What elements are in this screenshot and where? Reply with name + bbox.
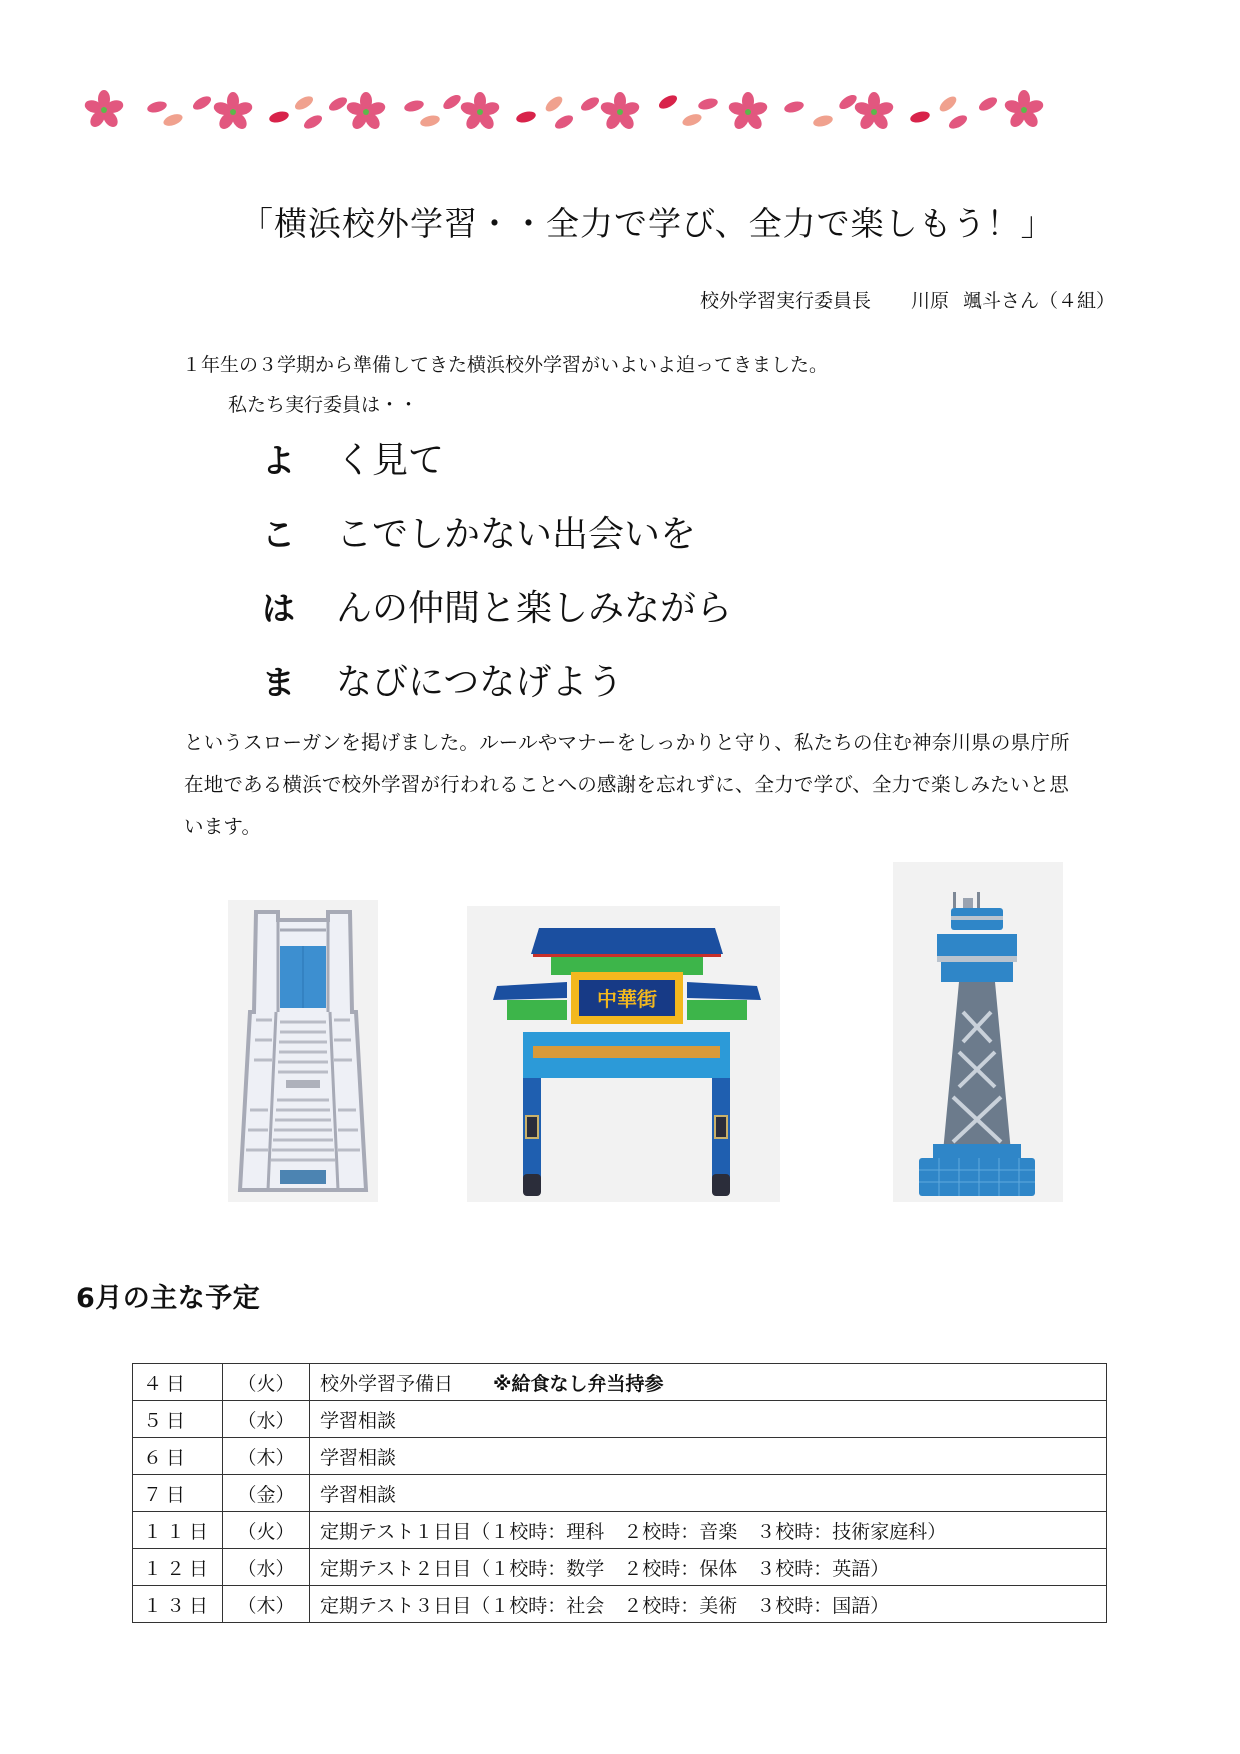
slogan-initial: ま (262, 663, 295, 702)
date-cell: ７日 (133, 1475, 223, 1512)
marine-tower-icon (893, 862, 1063, 1202)
landmark-tower-illustration (228, 900, 378, 1202)
table-row (133, 1512, 1107, 1549)
author-class: （４組） (1039, 290, 1116, 312)
weekday-cell: （木） (223, 1586, 310, 1623)
event-cell: 定期テスト３日目（１校時：社会 ２校時：美術 ３校時：国語） (310, 1586, 1107, 1623)
byline (700, 286, 1115, 313)
author-given-name: 颯斗さん (963, 290, 1040, 312)
paragraph-line-3: います。 (184, 815, 262, 838)
event-cell: 定期テスト２日目（１校時：数学 ２校時：保体 ３校時：英語） (310, 1549, 1107, 1586)
paragraph-line-2: 在地である横浜で校外学習が行われることへの感謝を忘れずに、全力で学び、全力で楽しみたいと思 (184, 773, 1069, 796)
table-row (133, 1364, 1107, 1401)
slogan-initial: は (262, 589, 295, 628)
marine-tower-illustration (893, 862, 1063, 1202)
document-title: 「横浜校外学習・・全力で学び、全力で楽しもう！」 (240, 204, 1055, 243)
date-cell: １２日 (133, 1549, 223, 1586)
slogan-line-ma (262, 654, 623, 705)
intro-line-1: １年生の３学期から準備してきた横浜校外学習がいよいよ迫ってきました。 (182, 354, 829, 376)
table-row (133, 1475, 1107, 1512)
date-cell: ４日 (133, 1364, 223, 1401)
weekday-cell: （火） (223, 1512, 310, 1549)
slogan-line-ko (262, 506, 696, 557)
paragraph-line-1: というスローガンを掲げました。ルールやマナーをしっかりと守り、私たちの住む神奈川県の県庁所 (184, 731, 1070, 754)
slogan-initial: こ (262, 515, 295, 554)
weekday-cell: （水） (223, 1549, 310, 1586)
event-cell: 定期テスト１日目（１校時：理科 ２校時：音楽 ３校時：技術家庭科） (310, 1512, 1107, 1549)
sakura-flower-icon (83, 90, 125, 130)
date-cell: １１日 (133, 1512, 223, 1549)
chinatown-gate-icon (467, 906, 780, 1202)
landmark-tower-icon (228, 900, 378, 1202)
slogan-text: んの仲間と楽しみながら (336, 588, 733, 629)
event-text: 校外学習予備日 (320, 1372, 454, 1395)
date-cell: １３日 (133, 1586, 223, 1623)
event-cell: 学習相談 (310, 1401, 1107, 1438)
schedule-table (132, 1363, 1107, 1623)
date-cell: ６日 (133, 1438, 223, 1475)
table-row (133, 1586, 1107, 1623)
event-cell: 学習相談 (310, 1438, 1107, 1475)
chinatown-gate-illustration (467, 906, 780, 1202)
event-note: ※給食なし弁当持参 (493, 1372, 664, 1395)
table-row (133, 1438, 1107, 1475)
intro-line-2: 私たち実行委員は・・ (228, 394, 419, 416)
slogan-text: なびにつなげよう (336, 662, 624, 703)
sakura-border-decoration (80, 84, 1170, 134)
event-cell: 学習相談 (310, 1475, 1107, 1512)
date-cell: ５日 (133, 1401, 223, 1438)
event-cell (310, 1364, 1107, 1401)
weekday-cell: （火） (223, 1364, 310, 1401)
weekday-cell: （水） (223, 1401, 310, 1438)
schedule-heading: 6月の主な予定 (76, 1283, 261, 1314)
author-surname: 川原 (911, 290, 950, 312)
slogan-line-yo (262, 432, 444, 483)
gate-sign: 中華街 (597, 987, 657, 1011)
table-row (133, 1401, 1107, 1438)
slogan-text: こでしかない出会いを (336, 514, 697, 555)
table-row (133, 1549, 1107, 1586)
weekday-cell: （金） (223, 1475, 310, 1512)
slogan-initial: よ (262, 441, 295, 480)
slogan-line-ha (262, 580, 732, 631)
slogan-text: く見て (336, 440, 445, 481)
weekday-cell: （木） (223, 1438, 310, 1475)
author-role: 校外学習実行委員長 (700, 290, 872, 312)
